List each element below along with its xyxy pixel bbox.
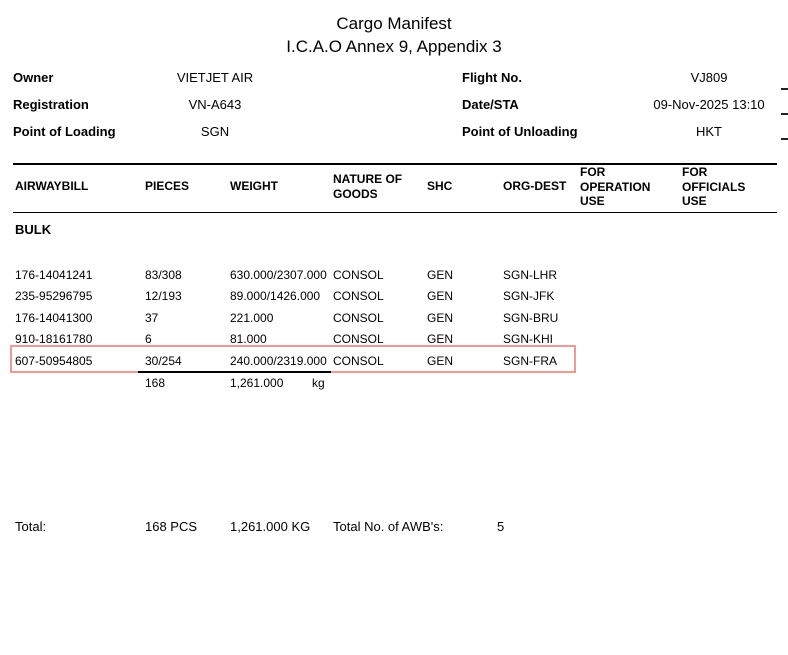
page-title: Cargo Manifest — [336, 14, 452, 33]
subtotal-unit: kg — [312, 375, 325, 390]
table-row — [11, 264, 576, 286]
cell-nature-of-goods: CONSOL — [333, 332, 384, 347]
cell-org-dest: SGN-JFK — [503, 289, 555, 304]
cell-weight: 240.000/2319.000 — [230, 353, 327, 368]
registration-label: Registration — [13, 97, 89, 112]
cell-shc: GEN — [427, 332, 454, 347]
subtotal-row — [11, 372, 576, 394]
table-row — [11, 329, 576, 351]
cell-weight: 89.000/1426.000 — [230, 289, 321, 304]
cell-org-dest: SGN-BRU — [503, 310, 559, 325]
field-underline — [781, 113, 788, 115]
cell-nature-of-goods: CONSOL — [333, 267, 384, 282]
table-row — [11, 307, 576, 329]
cell-shc: GEN — [427, 310, 454, 325]
cell-shc: GEN — [427, 353, 454, 368]
date-sta-label: Date/STA — [462, 97, 519, 112]
cell-airwaybill: 235-95296795 — [15, 289, 93, 304]
cell-airwaybill: 176-14041300 — [15, 310, 93, 325]
cell-pieces: 30/254 — [145, 353, 182, 368]
column-header-weight: WEIGHT — [230, 179, 278, 193]
point-of-unloading-label: Point of Unloading — [462, 124, 578, 139]
cell-shc: GEN — [427, 267, 454, 282]
cell-nature-of-goods: CONSOL — [333, 289, 384, 304]
cell-pieces: 12/193 — [145, 289, 182, 304]
cell-airwaybill: 176-14041241 — [15, 267, 93, 282]
column-header-org-dest: ORG-DEST — [503, 179, 567, 193]
field-underline — [781, 88, 788, 90]
cell-weight: 630.000/2307.000 — [230, 267, 327, 282]
table-top-rule — [13, 163, 777, 165]
column-header-nature-of-goods: NATURE OF GOODS — [333, 172, 403, 201]
cell-pieces: 83/308 — [145, 267, 182, 282]
total-label: Total: — [15, 519, 47, 534]
cell-pieces: 37 — [145, 310, 159, 325]
page-subtitle: I.C.A.O Annex 9, Appendix 3 — [286, 37, 502, 56]
cell-airwaybill: 607-50954805 — [15, 353, 93, 368]
field-underline — [781, 138, 788, 140]
cell-pieces: 6 — [145, 332, 152, 347]
point-of-loading-label: Point of Loading — [13, 124, 116, 139]
total-awb-count: 5 — [497, 519, 505, 534]
cell-weight: 81.000 — [230, 332, 267, 347]
owner-value: VIETJET AIR — [176, 70, 254, 85]
cell-weight: 221.000 — [230, 310, 274, 325]
flight-no-value: VJ809 — [690, 70, 728, 85]
table-row — [11, 350, 576, 372]
cell-org-dest: SGN-LHR — [503, 267, 558, 282]
cell-org-dest: SGN-KHI — [503, 332, 554, 347]
subtotal-weight: 1,261.000 — [230, 375, 284, 390]
total-pieces: 168 PCS — [145, 519, 198, 534]
registration-value: VN-A643 — [188, 97, 242, 112]
cell-shc: GEN — [427, 289, 454, 304]
subtotal-pieces: 168 — [145, 375, 166, 390]
column-header-pieces: PIECES — [145, 179, 190, 193]
column-header-airwaybill: AIRWAYBILL — [15, 179, 89, 193]
column-header-shc: SHC — [427, 179, 453, 193]
cell-nature-of-goods: CONSOL — [333, 353, 384, 368]
cell-nature-of-goods: CONSOL — [333, 310, 384, 325]
total-awb-count-label: Total No. of AWB's: — [333, 519, 444, 534]
date-sta-value: 09-Nov-2025 13:10 — [653, 97, 765, 112]
table-rows — [11, 264, 576, 372]
table-row — [11, 286, 576, 308]
cell-org-dest: SGN-FRA — [503, 353, 557, 368]
flight-no-label: Flight No. — [462, 70, 522, 85]
column-header-for-officials-use: FOR OFFICIALS USE — [682, 165, 746, 208]
table-header-rule — [13, 212, 777, 213]
point-of-unloading-value: HKT — [696, 124, 722, 139]
owner-label: Owner — [13, 70, 54, 85]
section-label-bulk: BULK — [15, 222, 52, 237]
total-weight: 1,261.000 KG — [230, 519, 311, 534]
column-header-for-operation-use: FOR OPERATION USE — [580, 165, 651, 208]
point-of-loading-value: SGN — [200, 124, 230, 139]
cell-airwaybill: 910-18161780 — [15, 332, 93, 347]
